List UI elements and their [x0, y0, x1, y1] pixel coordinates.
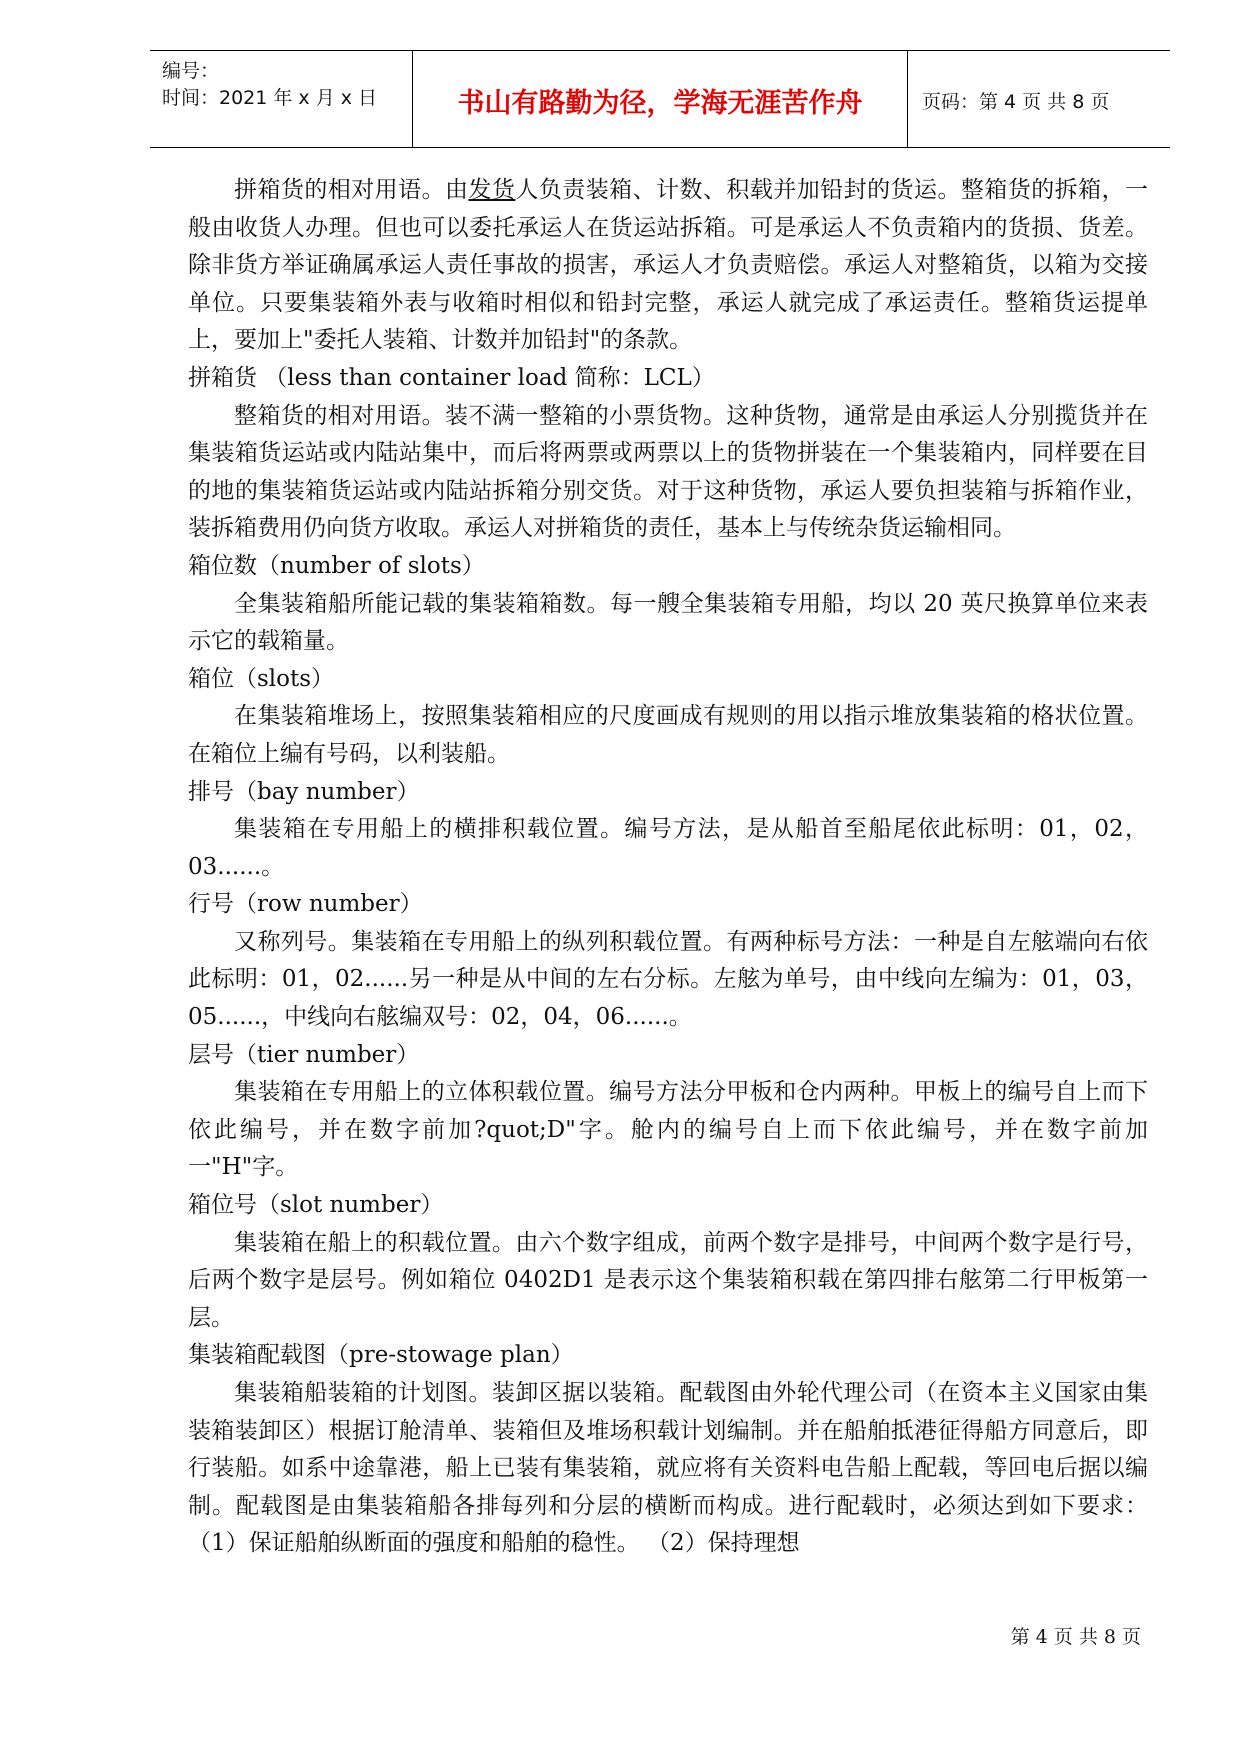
header-right-cell: [908, 51, 1170, 147]
term-heading-pre-stowage-plan: 集装箱配载图（pre-stowage plan）: [188, 1342, 574, 1369]
document-body: [188, 172, 1148, 1563]
header-left-cell: [150, 51, 413, 147]
document-number-label: 编号：: [162, 60, 220, 82]
paragraph-slot-number: 集装箱在船上的积载位置。由六个数字组成，前两个数字是排号，中间两个数字是行号，后两个数字是层号。例如箱位 0402D1 是表示这个集装箱积载在第四排右舷第二行甲板第一层。: [188, 1229, 1148, 1331]
term-heading-slots: 箱位（slots）: [188, 665, 335, 692]
term-heading-lcl: 拼箱货 （less than container load 简称：LCL）: [188, 364, 715, 391]
header-page-number: 页码：第 4 页 共 8 页: [922, 91, 1110, 113]
term-heading-number-of-slots: 箱位数（number of slots）: [188, 552, 485, 579]
paragraph-lcl: 整箱货的相对用语。装不满一整箱的小票货物。这种货物，通常是由承运人分别揽货并在集装箱货运站或内陆站集中，而后将两票或两票以上的货物拼装在一个集装箱内，同样要在目的地的集装箱货运站或内陆站拆箱分别交货。对于这种货物，承运人要负担装箱与拆箱作业，装拆箱费用仍向货方收取。承运人对拼箱货的责任，基本上与传统杂货运输相同。: [188, 402, 1148, 542]
paragraph-text: 人负责装箱、计数、积载并加铅封的货运。整箱货的拆箱，一般由收货人办理。但也可以委托承运人在货运站拆箱。可是承运人不负责箱内的货损、货差。除非货方举证确属承运人责任事故的损害，承运人才负责赔偿。承运人对整箱货，以箱为交接单位。只要集装箱外表与收箱时相似和铅封完整，承运人就完成了承运责任。整箱货运提单上，要加上"委托人装箱、计数并加铅封"的条款。: [188, 177, 1149, 354]
paragraph-full-container-load: [188, 172, 1148, 360]
paragraph-row-number: 又称列号。集装箱在专用船上的纵列积载位置。有两种标号方法：一种是自左舷端向右依此标明：01，02......另一种是从中间的左右分标。左舷为单号，由中线向左编为：01，03，05......，中线向右舷编双号：02，04，06......。: [188, 928, 1148, 1031]
paragraph-text: 拼箱货的相对用语。由: [234, 177, 469, 203]
paragraph-number-of-slots: 全集装箱船所能记载的集装箱箱数。每一艘全集装箱专用船，均以 20 英尺换算单位来表示它的载箱量。: [188, 590, 1148, 655]
paragraph-pre-stowage-plan: 集装箱船装箱的计划图。装卸区据以装箱。配载图由外轮代理公司（在资本主义国家由集装箱装卸区）根据订舱清单、装箱但及堆场积载计划编制。并在船舶抵港征得船方同意后，即行装船。如系中途靠港，船上已装有集装箱，就应将有关资料电告船上配载，等回电后据以编制。配载图是由集装箱船各排每列和分层的横断而构成。进行配载时，必须达到如下要求： （1）保证船舶纵断面的强度和船舶的稳性。 （2）保持理想: [188, 1380, 1148, 1557]
page-footer: 第 4 页 共 8 页: [1010, 1626, 1141, 1648]
term-heading-bay-number: 排号（bay number）: [188, 778, 420, 805]
page-header: [150, 50, 1170, 148]
header-middle-cell: [413, 51, 908, 147]
term-heading-slot-number: 箱位号（slot number）: [188, 1192, 444, 1219]
underlined-word: 发货: [468, 177, 516, 203]
paragraph-tier-number: 集装箱在专用船上的立体积载位置。编号方法分甲板和仓内两种。甲板上的编号自上而下依此编号，并在数字前加?quot;D"字。舱内的编号自上而下依此编号，并在数字前加一"H"字。: [188, 1079, 1148, 1181]
paragraph-slots: 在集装箱堆场上，按照集装箱相应的尺度画成有规则的用以指示堆放集装箱的格状位置。在箱位上编有号码，以利装船。: [188, 703, 1148, 767]
document-time-label: 时间：2021 年 x 月 x 日: [162, 87, 378, 109]
paragraph-bay-number: 集装箱在专用船上的横排积载位置。编号方法，是从船首至船尾依此标明：01，02，03......。: [188, 816, 1148, 880]
header-motto: 书山有路勤为径，学海无涯苦作舟: [457, 88, 863, 119]
term-heading-row-number: 行号（row number）: [188, 891, 423, 918]
term-heading-tier-number: 层号（tier number）: [188, 1041, 420, 1068]
